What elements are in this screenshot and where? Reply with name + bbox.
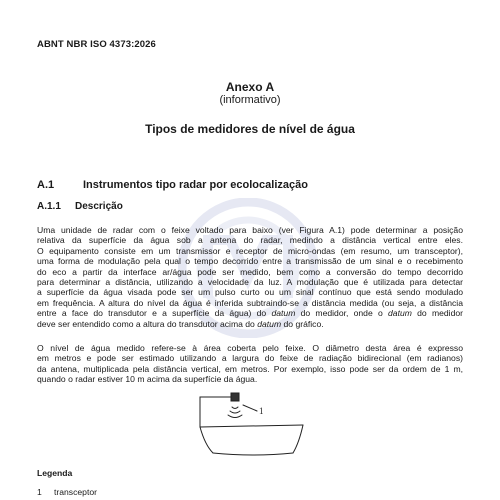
datum-term: datum: [257, 318, 282, 329]
text-line: do eco a partir da interface ar/água pode ser medido, bem como a conversão do tempo decorrido: [37, 266, 463, 277]
standard-id: ABNT NBR ISO 4373:2026: [37, 39, 156, 50]
legend-item-label: transceptor: [54, 487, 97, 497]
annex-heading: Tipos de medidores de nível de água: [145, 122, 355, 136]
subsection-number: A.1.1: [37, 201, 61, 212]
text-line: Uma unidade de radar com o feixe voltado para baixo (ver Figura A.1) pode determinar a posição: [37, 225, 463, 235]
text-fragment: do gráfico.: [283, 318, 324, 329]
support-bracket: [200, 397, 233, 427]
text-line: [37, 319, 463, 329]
annex-title: Anexo A: [225, 80, 275, 94]
text-line: para determinar a distância, utilizando a velocidade da luz. A modulação que é utilizada para detectar: [37, 277, 463, 288]
channel-right-wall: [293, 425, 303, 453]
text-line: relativa da superfície da água sob a antena do radar, medindo a distância vertical entre eles.: [37, 235, 463, 246]
wave-arc: [230, 411, 240, 413]
subsection-title: Descrição: [75, 201, 123, 212]
datum-term: datum: [271, 308, 296, 319]
wave-arc: [228, 415, 242, 418]
text-line: [37, 308, 463, 318]
water-surface: [200, 425, 303, 427]
text-line: em metros e pode ser estimado utilizando a largura do feixe de radiação bidirecional (em radianos): [37, 353, 463, 364]
wave-arc: [232, 407, 238, 409]
channel-bed: [213, 453, 293, 455]
text-line: uma forma de modulação pela qual o tempo decorrido entre a transmissão de um sinal e o recebimento: [37, 256, 463, 267]
legend-title: Legenda: [37, 468, 73, 478]
text-fragment: do medidor: [417, 308, 464, 319]
text-line: da antena, multiplicada pela distância vertical, em metros. Por exemplo, isso pode ser da ordem de 1 m,: [37, 363, 463, 374]
section-number: A.1: [37, 179, 55, 191]
text-fragment: entre a face do transdutor e a superfície da água) do: [37, 308, 267, 319]
channel-left-wall: [200, 427, 213, 453]
legend-item: [37, 487, 97, 497]
radar-figure: [195, 385, 310, 460]
section-title: Instrumentos tipo radar por ecolocalização: [83, 179, 308, 191]
text-line: O nível de água medido refere-se à área coberta pelo feixe. O diâmetro desta área é expresso: [37, 343, 463, 353]
callout-label: 1: [259, 406, 264, 416]
text-line: a superfície da água visada pode ser um pulso curto ou um sinal contínuo que está sendo modulado: [37, 287, 463, 298]
text-line: O equipamento consiste em um transmissor e receptor de micro-ondas (em resumo, um transceptor),: [37, 245, 463, 256]
description-paragraph: [37, 225, 463, 329]
text-fragment: do medidor, onde o: [300, 308, 383, 319]
area-paragraph: [37, 343, 463, 385]
annex-type: (informativo): [219, 94, 281, 106]
legend-item-number: 1: [37, 487, 42, 497]
transceiver: [231, 393, 239, 401]
callout-leader: [243, 405, 257, 411]
text-line: quando o radar estiver 10 m acima da superfície da água.: [37, 374, 258, 385]
text-fragment: deve ser entendido como a altura do transdutor acima do: [37, 318, 255, 329]
text-line: em frequência. A altura do nível da água é inferida subtraindo-se a distância medida (ou seja, a distância: [37, 297, 463, 308]
datum-term: datum: [388, 308, 412, 319]
